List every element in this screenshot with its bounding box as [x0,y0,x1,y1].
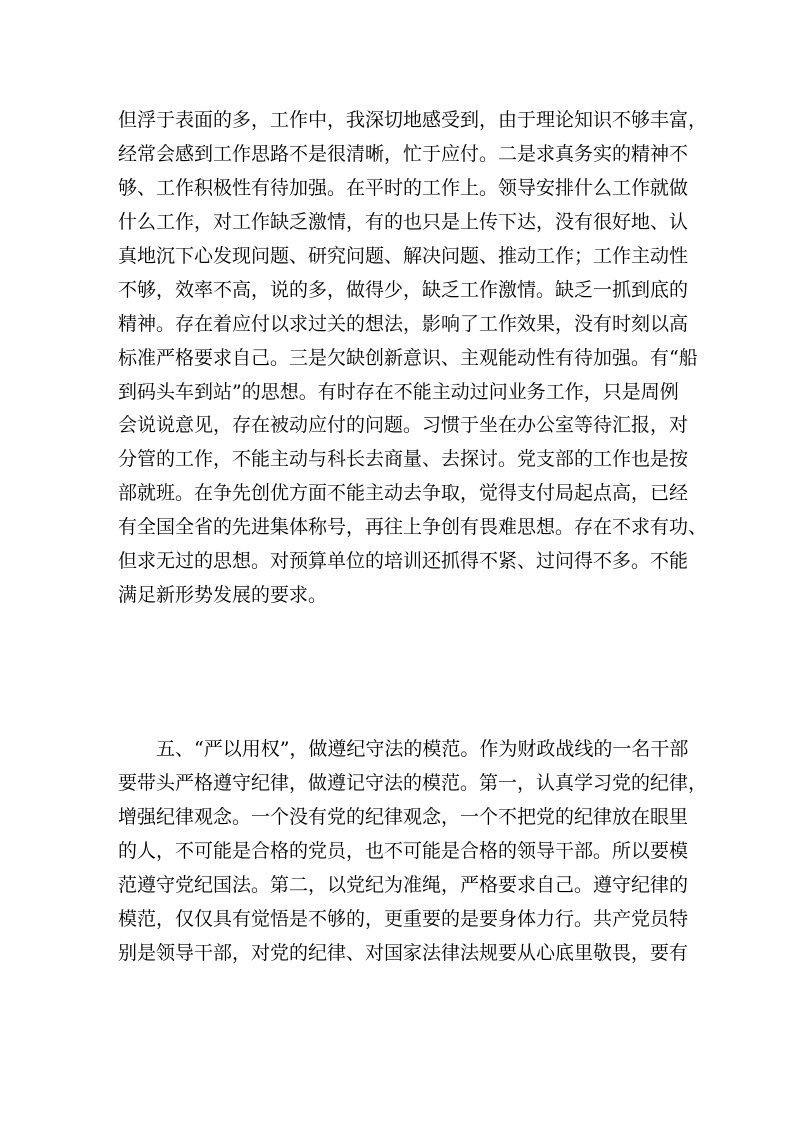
text-line: 五、“严以用权”，做遵纪守法的模范。作为财政战线的一名干部 [156,738,689,760]
text-line: 不够，效率不高，说的多，做得少，缺乏工作激情。缺乏一抓到底的 [118,278,689,301]
paragraph-section-five [118,733,708,971]
text-line: 标准严格要求自己。三是欠缺创新意识、主观能动性有待加强。有“船 [118,346,698,369]
text-line: 的人，不可能是合格的党员，也不可能是合格的领导干部。所以要模 [118,839,689,862]
paragraph-continued [118,104,708,613]
text-line: 会说说意见，存在被动应付的问题。习惯于坐在办公室等待汇报，对 [118,414,689,437]
text-line: 要带头严格遵守纪律，做遵记守法的模范。第一，认真学习党的纪律， [118,771,708,794]
text-line: 增强纪律观念。一个没有党的纪律观念，一个不把党的纪律放在眼里 [118,805,689,828]
text-line: 够、工作积极性有待加强。在平时的工作上。领导安排什么工作就做 [118,176,689,199]
text-line: 精神。存在着应付以求过关的想法，影响了工作效果，没有时刻以高 [118,312,689,335]
text-line: 有全国全省的先进集体称号，再往上争创有畏难思想。存在不求有功、 [118,516,708,539]
text-line: 别是领导干部，对党的纪律、对国家法律法规要从心底里敬畏，要有 [118,941,689,964]
text-line: 模范，仅仅具有觉悟是不够的，更重要的是要身体力行。共产党员特 [118,907,689,930]
text-line: 满足新形势发展的要求。 [118,584,328,607]
text-line: 分管的工作，不能主动与科长去商量、去探讨。党支部的工作也是按 [118,448,689,471]
text-line: 真地沉下心发现问题、研究问题、解决问题、推动工作；工作主动性 [118,244,689,267]
text-line: 范遵守党纪国法。第二，以党纪为准绳，严格要求自己。遵守纪律的 [118,873,689,896]
text-line: 经常会感到工作思路不是很清晰，忙于应付。二是求真务实的精神不 [118,142,689,165]
text-line: 部就班。在争先创优方面不能主动去争取，觉得支付局起点高，已经 [118,482,689,505]
text-line: 什么工作，对工作缺乏激情，有的也只是上传下达，没有很好地、认 [118,210,689,233]
text-line: 但浮于表面的多，工作中，我深切地感受到，由于理论知识不够丰富， [118,109,708,131]
text-line: 但求无过的思想。对预算单位的培训还抓得不紧、过问得不多。不能 [118,550,689,573]
text-line: 到码头车到站”的思想。有时存在不能主动过问业务工作，只是周例 [118,380,679,403]
